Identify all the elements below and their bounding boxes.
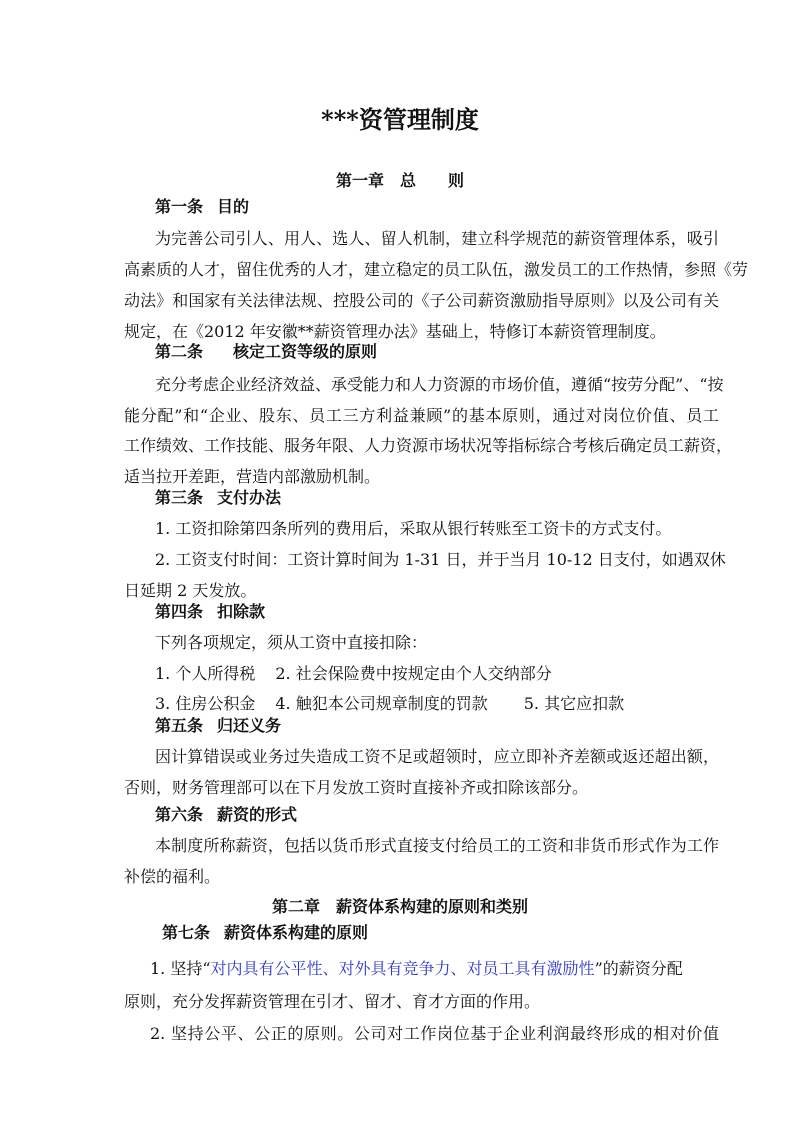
chapter-title-part: 则 [448, 171, 465, 190]
article-heading [162, 922, 368, 944]
paragraph-line: 充分考虑企业经济效益、承受能力和人力资源的市场价值，遵循“按劳分配”、“按 [155, 375, 724, 394]
document-title: ***资管理制度 [321, 105, 479, 134]
article-number: 第一条 [155, 197, 204, 216]
paragraph-line: 能分配”和“企业、股东、员工三方利益兼顾”的基本原则，通过对岗位价值、员工 [124, 406, 719, 425]
chapter-number: 第一章 [335, 171, 384, 190]
article-title: 支付办法 [217, 488, 282, 507]
chapter-title: 薪资体系构建的原则和类别 [336, 897, 529, 916]
chapter-number: 第二章 [271, 897, 320, 916]
article-title: 薪资的形式 [217, 805, 298, 824]
text-run: ”的薪资分配 [594, 959, 683, 978]
article-heading [155, 601, 265, 623]
list-item: 1. 个人所得税 [155, 664, 256, 683]
paragraph-line: 本制度所称薪资，包括以货币形式直接支付给员工的工资和非货币形式作为工作 [155, 836, 719, 855]
list-item: 5. 其它应扣款 [523, 694, 625, 713]
list-item: 2. 坚持公平、公正的原则。公司对工作岗位基于企业利润最终形成的相对价值 [150, 1024, 719, 1043]
paragraph-line: 适当拉开差距，营造内部激励机制。 [124, 467, 381, 486]
list-item: 2. 工资支付时间：工资计算时间为 1-31 日，并于当月 10-12 日支付，如遇双休 [155, 550, 726, 569]
chapter-heading [0, 170, 800, 192]
article-title: 扣除款 [217, 602, 266, 621]
paragraph-line: 为完善公司引人、用人、选人、留人机制，建立科学规范的薪资管理体系，吸引 [155, 229, 719, 248]
article-title: 归还义务 [217, 716, 282, 735]
list-item: 1. 工资扣除第四条所列的费用后，采取从银行转账至工资卡的方式支付。 [155, 519, 672, 538]
paragraph-line: 动法》和国家有关法律法规、控股公司的《子公司薪资激励指导原则》以及公司有关 [124, 291, 719, 310]
deduction-row [155, 693, 750, 715]
article-heading [155, 715, 281, 737]
paragraph-line: 因计算错误或业务过失造成工资不足或超领时，应立即补齐差额或返还超出额， [155, 747, 719, 766]
list-item: 2. 社会保险费中按规定由个人交纳部分 [275, 664, 552, 683]
article-number: 第七条 [162, 923, 211, 942]
article-heading [155, 196, 249, 218]
article-title: 目的 [217, 197, 250, 216]
paragraph-line: 高素质的人才，留住优秀的人才，建立稳定的员工队伍，激发员工的工作热情，参照《劳 [124, 260, 749, 279]
article-number: 第五条 [155, 716, 204, 735]
text-run: 1. 坚持“ [150, 959, 211, 978]
article-number: 第二条 [155, 342, 204, 361]
paragraph-line: 否则，财务管理部可以在下月发放工资时直接补齐或扣除该部分。 [124, 778, 589, 797]
article-heading [155, 804, 297, 826]
article-title: 薪资体系构建的原则 [224, 923, 369, 942]
highlighted-text: 对内具有公平性、对外具有竞争力、对员工具有激励性 [210, 959, 595, 978]
paragraph-line: 原则，充分发挥薪资管理在引才、留才、育才方面的作用。 [124, 992, 541, 1011]
paragraph-line: 工作绩效、工作技能、服务年限、人力资源市场状况等指标综合考核后确定员工薪资， [124, 436, 733, 455]
deduction-row [155, 663, 750, 685]
article-heading [155, 487, 281, 509]
article-number: 第六条 [155, 805, 204, 824]
list-item: 3. 住房公积金 [155, 694, 256, 713]
paragraph-line: 规定，在《2012 年安徽**薪资管理办法》基础上，特修订本薪资管理制度。 [124, 322, 666, 341]
paragraph-line: 补偿的福利。 [124, 867, 221, 886]
article-title: 核定工资等级的原则 [233, 342, 378, 361]
list-item [150, 958, 719, 980]
article-number: 第四条 [155, 602, 204, 621]
article-heading [155, 341, 377, 363]
paragraph-line: 日延期 2 天发放。 [124, 581, 257, 600]
list-item: 4. 触犯本公司规章制度的罚款 [275, 694, 488, 713]
chapter-heading [0, 896, 800, 918]
article-number: 第三条 [155, 488, 204, 507]
paragraph-line: 下列各项规定，须从工资中直接扣除： [155, 633, 428, 652]
chapter-title-part: 总 [399, 171, 416, 190]
